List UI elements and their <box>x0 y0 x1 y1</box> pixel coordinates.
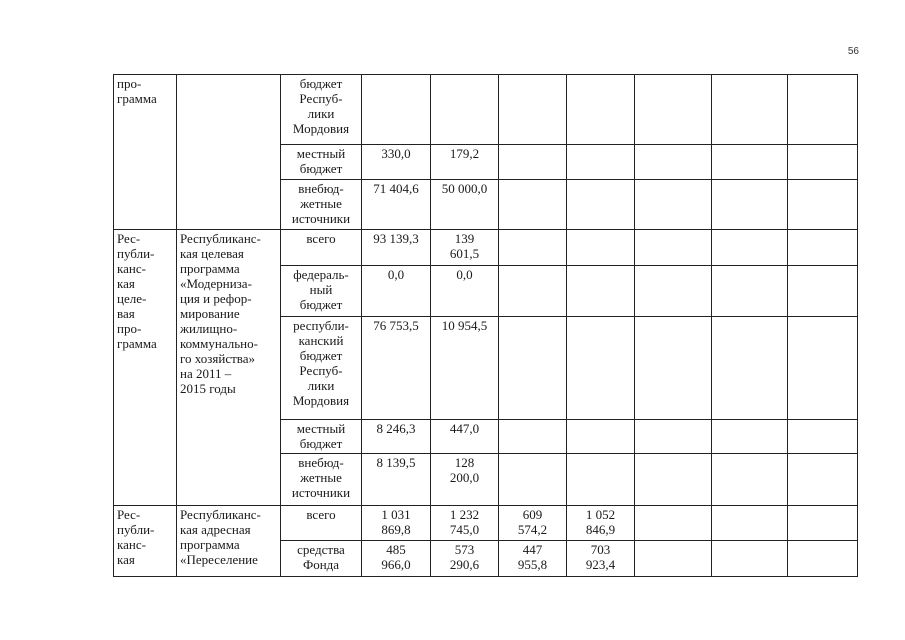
value-cell <box>788 541 858 577</box>
value-cell: 0,0 <box>431 266 499 317</box>
value-cell <box>788 317 858 420</box>
value-cell <box>712 506 788 541</box>
value-cell <box>712 454 788 506</box>
value-cell <box>788 180 858 230</box>
funding-source-cell: всего <box>281 230 362 266</box>
value-cell: 1 031 869,8 <box>362 506 431 541</box>
value-cell <box>635 75 712 145</box>
value-cell <box>499 454 567 506</box>
value-cell <box>499 420 567 454</box>
table-row <box>114 506 858 541</box>
program-type-cell: Рес- публи- канс- кая <box>114 506 177 577</box>
value-cell <box>788 506 858 541</box>
program-name-cell: Республиканс- кая адресная программа «Переселение <box>177 506 281 577</box>
value-cell: 609 574,2 <box>499 506 567 541</box>
value-cell <box>635 266 712 317</box>
page-number: 56 <box>847 46 859 57</box>
value-cell <box>567 180 635 230</box>
value-cell: 139 601,5 <box>431 230 499 266</box>
value-cell <box>788 454 858 506</box>
value-cell <box>635 180 712 230</box>
value-cell <box>712 420 788 454</box>
program-name-cell: Республиканс- кая целевая программа «Модерниза- ция и рефор- мирование жилищно- коммунально- го хозяйства» на 2011 – 2015 годы <box>177 230 281 506</box>
value-cell <box>499 266 567 317</box>
value-cell <box>788 266 858 317</box>
value-cell: 703 923,4 <box>567 541 635 577</box>
value-cell <box>712 230 788 266</box>
program-type-cell: Рес- публи- канс- кая целе- вая про- грамма <box>114 230 177 506</box>
budget-table <box>113 74 858 577</box>
value-cell <box>499 145 567 180</box>
value-cell: 10 954,5 <box>431 317 499 420</box>
value-cell <box>712 75 788 145</box>
value-cell: 447 955,8 <box>499 541 567 577</box>
value-cell <box>635 420 712 454</box>
funding-source-cell: внебюд- жетные источники <box>281 180 362 230</box>
value-cell: 179,2 <box>431 145 499 180</box>
value-cell <box>362 75 431 145</box>
funding-source-cell: республи- канский бюджет Респуб- лики Мордовия <box>281 317 362 420</box>
value-cell <box>712 541 788 577</box>
value-cell: 1 232 745,0 <box>431 506 499 541</box>
funding-source-cell: местный бюджет <box>281 420 362 454</box>
table-row <box>114 230 858 266</box>
value-cell: 1 052 846,9 <box>567 506 635 541</box>
funding-source-cell: внебюд- жетные источники <box>281 454 362 506</box>
value-cell <box>712 145 788 180</box>
value-cell: 330,0 <box>362 145 431 180</box>
funding-source-cell: средства Фонда <box>281 541 362 577</box>
value-cell: 447,0 <box>431 420 499 454</box>
value-cell <box>788 75 858 145</box>
value-cell <box>499 180 567 230</box>
value-cell <box>567 145 635 180</box>
value-cell: 8 246,3 <box>362 420 431 454</box>
value-cell <box>499 75 567 145</box>
funding-source-cell: федераль- ный бюджет <box>281 266 362 317</box>
value-cell <box>635 454 712 506</box>
value-cell <box>567 266 635 317</box>
program-name-cell <box>177 75 281 230</box>
funding-source-cell: всего <box>281 506 362 541</box>
value-cell: 50 000,0 <box>431 180 499 230</box>
value-cell <box>499 230 567 266</box>
value-cell <box>635 541 712 577</box>
value-cell: 76 753,5 <box>362 317 431 420</box>
value-cell <box>499 317 567 420</box>
value-cell <box>567 454 635 506</box>
value-cell <box>712 180 788 230</box>
value-cell <box>567 230 635 266</box>
value-cell <box>635 506 712 541</box>
funding-source-cell: местный бюджет <box>281 145 362 180</box>
value-cell: 93 139,3 <box>362 230 431 266</box>
value-cell <box>712 266 788 317</box>
value-cell <box>712 317 788 420</box>
value-cell: 573 290,6 <box>431 541 499 577</box>
funding-source-cell: бюджет Респуб- лики Мордовия <box>281 75 362 145</box>
value-cell <box>567 317 635 420</box>
value-cell <box>635 317 712 420</box>
value-cell <box>567 75 635 145</box>
table-row <box>114 75 858 145</box>
value-cell <box>431 75 499 145</box>
value-cell: 71 404,6 <box>362 180 431 230</box>
value-cell <box>788 230 858 266</box>
value-cell <box>567 420 635 454</box>
program-type-cell: про- грамма <box>114 75 177 230</box>
value-cell <box>788 420 858 454</box>
value-cell: 128 200,0 <box>431 454 499 506</box>
value-cell <box>635 145 712 180</box>
value-cell <box>788 145 858 180</box>
value-cell: 0,0 <box>362 266 431 317</box>
value-cell: 485 966,0 <box>362 541 431 577</box>
value-cell: 8 139,5 <box>362 454 431 506</box>
value-cell <box>635 230 712 266</box>
